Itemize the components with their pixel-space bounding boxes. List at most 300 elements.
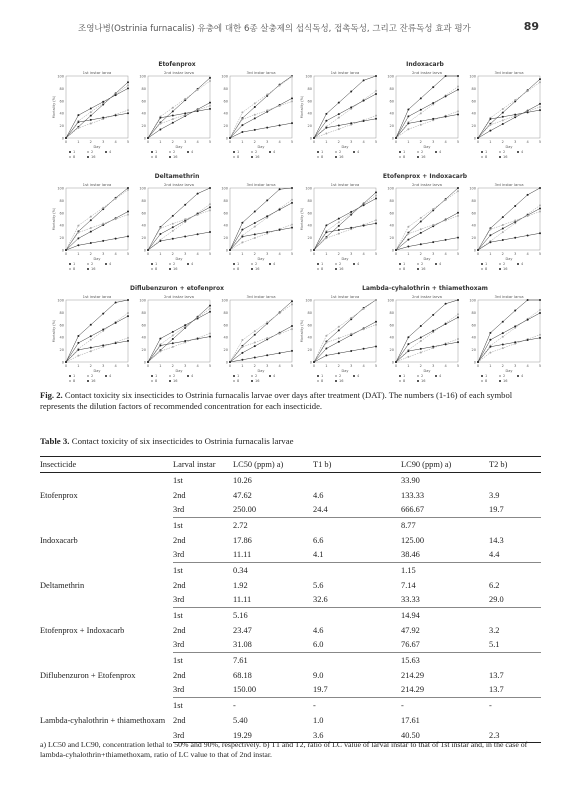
x-axis-label: Day bbox=[341, 145, 349, 149]
legend-label: 8 bbox=[237, 267, 240, 271]
series-line bbox=[396, 317, 458, 362]
legend-marker bbox=[69, 380, 71, 382]
lc90-cell: 38.46 bbox=[401, 547, 489, 562]
x-tick-label: 4 bbox=[444, 364, 447, 368]
legend-marker bbox=[251, 156, 253, 158]
series-marker bbox=[477, 249, 479, 251]
series-line bbox=[66, 215, 128, 250]
series-marker bbox=[291, 199, 293, 201]
legend-label: 1 bbox=[485, 374, 488, 378]
legend-label: 16 bbox=[173, 155, 178, 159]
series-marker bbox=[172, 122, 174, 124]
y-tick-label: 60 bbox=[307, 211, 312, 216]
series-line bbox=[230, 123, 292, 138]
legend-marker bbox=[151, 375, 153, 377]
series-marker bbox=[279, 124, 281, 126]
series-marker bbox=[539, 312, 541, 314]
series-marker bbox=[407, 246, 409, 248]
legend-label: 8 bbox=[155, 267, 158, 271]
y-tick-label: 100 bbox=[387, 298, 394, 303]
figure-group-title: Indoxacarb bbox=[406, 61, 444, 68]
series-marker bbox=[445, 323, 447, 325]
series-marker bbox=[407, 343, 409, 345]
legend-label: 8 bbox=[321, 267, 324, 271]
series-marker bbox=[338, 225, 340, 227]
t2-cell bbox=[489, 518, 541, 533]
x-axis-label: Day bbox=[93, 257, 101, 261]
series-marker bbox=[77, 237, 79, 239]
series-line bbox=[230, 98, 292, 138]
legend-label: 1 bbox=[237, 150, 240, 154]
y-tick-label: 20 bbox=[471, 124, 476, 129]
series-marker bbox=[514, 341, 516, 343]
legend-label: 1 bbox=[155, 262, 158, 266]
series-line bbox=[66, 82, 128, 138]
series-marker bbox=[115, 198, 117, 200]
series-marker bbox=[338, 221, 340, 223]
x-tick-label: 3 bbox=[184, 252, 187, 256]
legend-marker bbox=[151, 156, 153, 158]
x-tick-label: 3 bbox=[432, 140, 435, 144]
series-marker bbox=[209, 209, 211, 211]
legend-label: 16 bbox=[91, 267, 96, 271]
series-marker bbox=[539, 334, 541, 336]
legend-marker bbox=[499, 375, 501, 377]
legend-label: 2 bbox=[91, 262, 94, 266]
x-tick-label: 0 bbox=[476, 252, 480, 256]
y-tick-label: 60 bbox=[389, 211, 394, 216]
panel-frame bbox=[314, 76, 376, 138]
series-marker bbox=[241, 131, 243, 133]
y-tick-label: 40 bbox=[223, 223, 228, 228]
table-row bbox=[40, 518, 541, 533]
series-marker bbox=[279, 188, 281, 190]
lc50-cell: 19.29 bbox=[233, 728, 313, 743]
legend-label: 4 bbox=[109, 262, 112, 266]
series-marker bbox=[338, 117, 340, 119]
figure-group-title: Etofenprox bbox=[158, 61, 196, 68]
x-tick-label: 1 bbox=[325, 364, 328, 368]
x-tick-label: 0 bbox=[476, 140, 480, 144]
series-marker bbox=[172, 118, 174, 120]
legend-label: 4 bbox=[439, 262, 442, 266]
series-marker bbox=[159, 227, 161, 229]
series-marker bbox=[325, 113, 327, 115]
series-line bbox=[66, 188, 128, 250]
y-tick-label: 0 bbox=[143, 360, 146, 365]
t2-cell: 6.2 bbox=[489, 580, 500, 590]
panel-title: 2nd instar larva bbox=[412, 182, 442, 187]
series-marker bbox=[457, 86, 459, 88]
legend-label: 16 bbox=[91, 155, 96, 159]
insecticide-name: Indoxacarb bbox=[40, 535, 78, 545]
legend-label: 4 bbox=[191, 150, 194, 154]
panel-title: 1st instar larva bbox=[82, 182, 112, 187]
series-marker bbox=[254, 117, 256, 119]
legend-label: 1 bbox=[485, 150, 488, 154]
series-marker bbox=[279, 105, 281, 107]
x-tick-label: 5 bbox=[208, 364, 212, 368]
legend-marker bbox=[251, 263, 253, 265]
mortality-charts bbox=[52, 58, 542, 383]
t2-cell: 2.3 bbox=[489, 728, 541, 743]
series-line bbox=[396, 238, 458, 250]
series-marker bbox=[539, 109, 541, 111]
series-marker bbox=[102, 344, 104, 346]
t2-cell: 3.9 bbox=[489, 490, 500, 500]
y-tick-label: 60 bbox=[307, 99, 312, 104]
legend-marker bbox=[499, 156, 501, 158]
series-marker bbox=[375, 198, 377, 200]
series-marker bbox=[209, 206, 211, 208]
series-marker bbox=[127, 315, 129, 317]
series-marker bbox=[77, 335, 79, 337]
series-line bbox=[396, 216, 458, 250]
series-marker bbox=[209, 311, 211, 313]
x-tick-label: 0 bbox=[64, 140, 68, 144]
series-marker bbox=[209, 308, 211, 310]
x-tick-label: 5 bbox=[456, 364, 460, 368]
series-marker bbox=[172, 334, 174, 336]
legend-label: 1 bbox=[237, 262, 240, 266]
y-tick-label: 20 bbox=[389, 124, 394, 129]
legend-label: 1 bbox=[73, 374, 76, 378]
panel-title: 3rd instar larva bbox=[494, 182, 524, 187]
x-tick-label: 4 bbox=[362, 364, 365, 368]
x-tick-label: 2 bbox=[89, 252, 92, 256]
instar-cell: 2nd bbox=[173, 580, 186, 590]
series-line bbox=[314, 94, 376, 138]
legend-marker bbox=[317, 156, 319, 158]
series-marker bbox=[279, 352, 281, 354]
legend-label: 4 bbox=[191, 262, 194, 266]
legend-label: 2 bbox=[339, 150, 342, 154]
legend-label: 8 bbox=[155, 379, 158, 383]
legend-label: 8 bbox=[237, 379, 240, 383]
series-marker bbox=[209, 231, 211, 233]
y-tick-label: 0 bbox=[61, 360, 64, 365]
legend-label: 1 bbox=[237, 374, 240, 378]
legend-marker bbox=[269, 151, 271, 153]
y-tick-label: 0 bbox=[473, 248, 476, 253]
legend-marker bbox=[69, 263, 71, 265]
series-marker bbox=[147, 137, 149, 139]
series-line bbox=[478, 335, 540, 362]
legend-marker bbox=[169, 151, 171, 153]
series-line bbox=[148, 232, 210, 250]
series-marker bbox=[407, 115, 409, 117]
panel-title: 3rd instar larva bbox=[494, 294, 524, 299]
x-tick-label: 1 bbox=[407, 252, 410, 256]
series-marker bbox=[432, 224, 434, 226]
lc90-cell: 666.67 bbox=[401, 502, 489, 517]
t1-cell bbox=[313, 518, 401, 533]
series-marker bbox=[77, 232, 79, 234]
series-marker bbox=[432, 330, 434, 332]
x-tick-label: 3 bbox=[266, 252, 269, 256]
x-tick-label: 0 bbox=[476, 364, 480, 368]
series-marker bbox=[325, 237, 327, 239]
instar-cell: 1st bbox=[173, 701, 183, 711]
series-marker bbox=[90, 119, 92, 121]
x-tick-label: 4 bbox=[196, 140, 199, 144]
series-marker bbox=[209, 80, 211, 82]
series-marker bbox=[159, 345, 161, 347]
series-marker bbox=[77, 349, 79, 351]
y-tick-label: 100 bbox=[387, 74, 394, 79]
t2-cell bbox=[489, 608, 541, 623]
series-marker bbox=[527, 90, 529, 92]
y-tick-label: 60 bbox=[223, 211, 228, 216]
legend-label: 2 bbox=[421, 262, 424, 266]
series-line bbox=[396, 90, 458, 138]
lc50-cell: 10.26 bbox=[233, 475, 252, 485]
series-marker bbox=[147, 361, 149, 363]
series-marker bbox=[457, 75, 459, 77]
x-tick-label: 1 bbox=[325, 252, 328, 256]
x-tick-label: 0 bbox=[146, 364, 150, 368]
series-line bbox=[314, 199, 376, 250]
legend-marker bbox=[87, 268, 89, 270]
series-marker bbox=[90, 122, 92, 124]
t2-cell: 3.2 bbox=[489, 625, 500, 635]
series-marker bbox=[77, 127, 79, 129]
legend-label: 16 bbox=[503, 267, 508, 271]
series-marker bbox=[241, 124, 243, 126]
series-marker bbox=[102, 207, 104, 209]
series-marker bbox=[184, 218, 186, 220]
y-tick-label: 80 bbox=[141, 310, 146, 315]
x-tick-label: 3 bbox=[350, 364, 353, 368]
series-marker bbox=[229, 137, 231, 139]
series-marker bbox=[197, 233, 199, 235]
x-tick-label: 2 bbox=[337, 252, 340, 256]
series-marker bbox=[420, 348, 422, 350]
t1-cell: 6.0 bbox=[313, 638, 401, 653]
lc50-cell: 2.72 bbox=[233, 520, 248, 530]
series-marker bbox=[254, 114, 256, 116]
series-marker bbox=[350, 91, 352, 93]
series-marker bbox=[457, 212, 459, 214]
x-axis-label: Day bbox=[257, 257, 265, 261]
legend-marker bbox=[517, 375, 519, 377]
panel-title: 2nd instar larva bbox=[164, 294, 194, 299]
series-marker bbox=[502, 108, 504, 110]
series-marker bbox=[266, 231, 268, 233]
series-marker bbox=[197, 89, 199, 91]
series-marker bbox=[363, 348, 365, 350]
series-marker bbox=[539, 299, 541, 301]
legend-marker bbox=[151, 151, 153, 153]
series-line bbox=[148, 188, 210, 250]
legend-marker bbox=[399, 375, 401, 377]
series-marker bbox=[502, 321, 504, 323]
legend-label: 2 bbox=[421, 374, 424, 378]
series-marker bbox=[375, 299, 377, 301]
series-marker bbox=[502, 116, 504, 118]
legend-marker bbox=[335, 380, 337, 382]
series-marker bbox=[127, 340, 129, 342]
legend-label: 2 bbox=[173, 262, 176, 266]
y-tick-label: 0 bbox=[61, 248, 64, 253]
table-title-text: Contact toxicity of six insecticides to Ostrinia furnacalis larvae bbox=[71, 436, 294, 446]
legend-label: 8 bbox=[403, 155, 406, 159]
series-marker bbox=[279, 312, 281, 314]
series-line bbox=[314, 76, 376, 138]
panel-title: 1st instar larva bbox=[330, 182, 360, 187]
lc90-cell: 7.14 bbox=[401, 580, 416, 590]
series-marker bbox=[539, 204, 541, 206]
legend-marker bbox=[233, 156, 235, 158]
y-tick-label: 100 bbox=[221, 298, 228, 303]
y-tick-label: 80 bbox=[141, 198, 146, 203]
legend-marker bbox=[251, 380, 253, 382]
series-marker bbox=[457, 316, 459, 318]
series-marker bbox=[457, 299, 459, 301]
series-marker bbox=[420, 112, 422, 114]
series-marker bbox=[77, 244, 79, 246]
series-marker bbox=[338, 113, 340, 115]
legend-label: 4 bbox=[191, 374, 194, 378]
x-tick-label: 0 bbox=[394, 252, 398, 256]
legend-label: 2 bbox=[91, 374, 94, 378]
legend-label: 4 bbox=[439, 150, 442, 154]
y-tick-label: 100 bbox=[387, 186, 394, 191]
series-marker bbox=[375, 118, 377, 120]
table-row bbox=[40, 698, 541, 713]
legend-label: 1 bbox=[73, 262, 76, 266]
x-tick-label: 2 bbox=[501, 140, 504, 144]
series-line bbox=[66, 313, 128, 362]
legend-marker bbox=[417, 151, 419, 153]
series-marker bbox=[539, 187, 541, 189]
series-marker bbox=[209, 108, 211, 110]
series-line bbox=[478, 313, 540, 362]
x-tick-label: 0 bbox=[64, 252, 68, 256]
lc90-cell: 133.33 bbox=[401, 490, 425, 500]
t2-cell bbox=[489, 473, 541, 488]
series-marker bbox=[457, 113, 459, 115]
x-tick-label: 0 bbox=[146, 252, 150, 256]
series-marker bbox=[127, 214, 129, 216]
series-marker bbox=[197, 338, 199, 340]
series-marker bbox=[241, 339, 243, 341]
series-marker bbox=[432, 86, 434, 88]
series-marker bbox=[502, 123, 504, 125]
series-marker bbox=[375, 90, 377, 92]
legend-marker bbox=[353, 375, 355, 377]
series-marker bbox=[77, 121, 79, 123]
y-tick-label: 60 bbox=[223, 323, 228, 328]
x-tick-label: 2 bbox=[501, 364, 504, 368]
series-line bbox=[478, 300, 540, 362]
t1-cell bbox=[313, 563, 401, 578]
series-line bbox=[396, 111, 458, 138]
series-marker bbox=[420, 97, 422, 99]
y-tick-label: 0 bbox=[473, 360, 476, 365]
y-tick-label: 20 bbox=[59, 236, 64, 241]
series-marker bbox=[395, 137, 397, 139]
series-marker bbox=[489, 118, 491, 120]
series-marker bbox=[350, 333, 352, 335]
series-marker bbox=[127, 187, 129, 189]
series-marker bbox=[90, 231, 92, 233]
series-marker bbox=[420, 232, 422, 234]
legend-label: 4 bbox=[521, 374, 524, 378]
legend-marker bbox=[399, 263, 401, 265]
lc90-cell: 17.61 bbox=[401, 715, 420, 725]
x-tick-label: 1 bbox=[407, 140, 410, 144]
x-tick-label: 3 bbox=[514, 252, 517, 256]
series-marker bbox=[266, 354, 268, 356]
series-line bbox=[478, 110, 540, 138]
series-marker bbox=[375, 219, 377, 221]
series-marker bbox=[407, 122, 409, 124]
series-marker bbox=[229, 361, 231, 363]
legend-marker bbox=[251, 268, 253, 270]
x-tick-label: 3 bbox=[432, 252, 435, 256]
instar-cell: 1st bbox=[173, 656, 183, 666]
series-marker bbox=[325, 120, 327, 122]
series-marker bbox=[539, 232, 541, 234]
lc90-cell: 33.33 bbox=[401, 593, 489, 608]
y-tick-label: 60 bbox=[389, 323, 394, 328]
panel-frame bbox=[396, 76, 458, 138]
t1-cell: - bbox=[313, 701, 316, 711]
lc90-cell: 214.29 bbox=[401, 670, 425, 680]
x-tick-label: 4 bbox=[444, 140, 447, 144]
lc50-cell: 23.47 bbox=[233, 625, 252, 635]
series-marker bbox=[254, 222, 256, 224]
y-tick-label: 20 bbox=[141, 124, 146, 129]
x-tick-label: 2 bbox=[171, 252, 174, 256]
panel-title: 3rd instar larva bbox=[246, 294, 276, 299]
table-row bbox=[40, 608, 541, 623]
series-marker bbox=[420, 340, 422, 342]
insecticide-name: Diflubenzuron + Etofenprox bbox=[40, 670, 136, 680]
y-tick-label: 60 bbox=[389, 99, 394, 104]
legend-marker bbox=[87, 380, 89, 382]
lc50-cell: 5.40 bbox=[233, 715, 248, 725]
table-header-row bbox=[40, 457, 541, 473]
x-tick-label: 2 bbox=[253, 364, 256, 368]
legend-label: 1 bbox=[485, 262, 488, 266]
legend-label: 4 bbox=[439, 374, 442, 378]
series-line bbox=[66, 316, 128, 362]
series-marker bbox=[102, 329, 104, 331]
legend-marker bbox=[317, 268, 319, 270]
series-marker bbox=[254, 211, 256, 213]
lc50-cell: 0.34 bbox=[233, 565, 248, 575]
series-marker bbox=[209, 102, 211, 104]
caption-text: Contact toxicity six insecticides to Ostrinia furnacalis larvae over days after treatment (DAT). The numbers (1-16) of each symbol represents the dilution factors of recommended concentration for each insecticide. bbox=[40, 390, 513, 411]
lc90-cell: 15.63 bbox=[401, 656, 420, 666]
series-marker bbox=[291, 300, 293, 302]
series-marker bbox=[325, 354, 327, 356]
series-marker bbox=[90, 335, 92, 337]
x-tick-label: 1 bbox=[407, 364, 410, 368]
series-marker bbox=[209, 203, 211, 205]
series-marker bbox=[90, 115, 92, 117]
x-tick-label: 4 bbox=[114, 364, 117, 368]
series-marker bbox=[350, 211, 352, 213]
series-line bbox=[230, 351, 292, 362]
legend-label: 4 bbox=[109, 150, 112, 154]
panel-title: 2nd instar larva bbox=[412, 70, 442, 75]
instar-cell: 3rd bbox=[173, 547, 233, 562]
legend-marker bbox=[87, 156, 89, 158]
x-tick-label: 0 bbox=[312, 364, 316, 368]
